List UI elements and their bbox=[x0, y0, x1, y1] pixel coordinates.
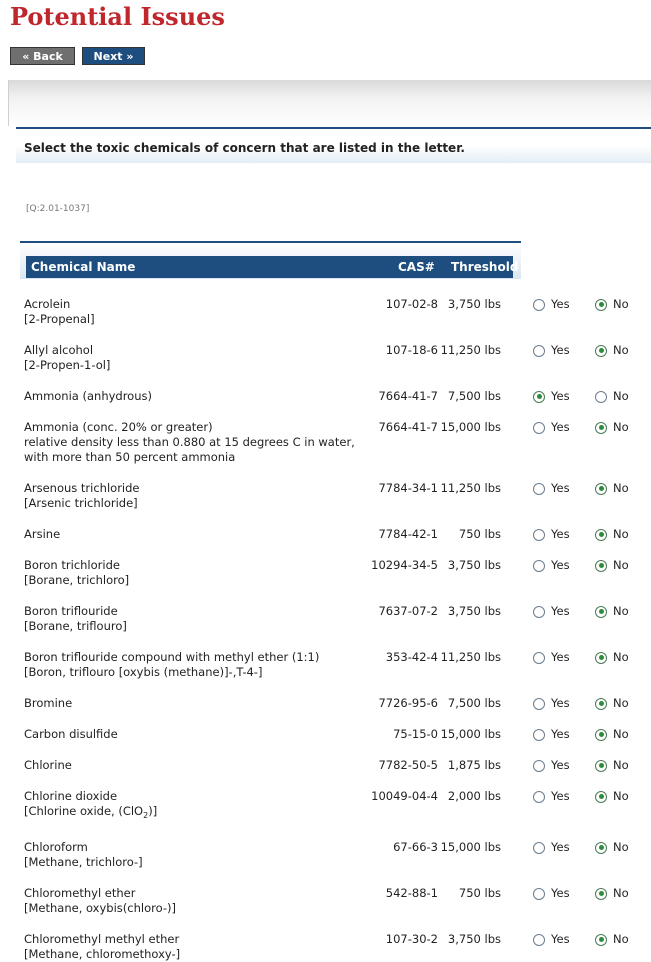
yes-label[interactable]: Yes bbox=[551, 840, 570, 854]
threshold: 3,750 lbs bbox=[447, 297, 501, 311]
yes-option[interactable] bbox=[533, 527, 570, 542]
threshold: 2,000 lbs bbox=[447, 789, 501, 803]
threshold: 750 lbs bbox=[458, 886, 501, 900]
chemical-synonym-text: [Chlorine oxide, (ClO bbox=[24, 804, 144, 818]
yes-label[interactable]: Yes bbox=[551, 696, 570, 710]
cas-number: 353-42-4 bbox=[385, 650, 438, 664]
no-label[interactable]: No bbox=[613, 604, 629, 618]
no-radio[interactable] bbox=[595, 888, 607, 900]
no-label[interactable]: No bbox=[613, 420, 629, 434]
chemical-name-text: Chloroform bbox=[24, 840, 88, 854]
column-header-cas: CAS# bbox=[398, 260, 435, 274]
back-button[interactable]: « Back bbox=[10, 47, 75, 65]
yes-radio[interactable] bbox=[533, 652, 545, 664]
no-label[interactable]: No bbox=[613, 297, 629, 311]
chemical-name-text: Chloromethyl methyl ether bbox=[24, 932, 180, 946]
chemical-name bbox=[24, 389, 369, 404]
chemical-name bbox=[24, 840, 369, 870]
cas-number: 107-02-8 bbox=[385, 297, 438, 311]
no-label[interactable]: No bbox=[613, 886, 629, 900]
no-label[interactable]: No bbox=[613, 789, 629, 803]
yes-radio[interactable] bbox=[533, 606, 545, 618]
page-title: Potential Issues bbox=[10, 2, 225, 31]
yes-radio[interactable] bbox=[533, 422, 545, 434]
yes-option[interactable] bbox=[533, 696, 570, 711]
chemical-name-text: Boron trichloride bbox=[24, 558, 120, 572]
no-radio[interactable] bbox=[595, 299, 607, 311]
chemical-name-text: Acrolein bbox=[24, 297, 71, 311]
yes-radio[interactable] bbox=[533, 934, 545, 946]
yes-label[interactable]: Yes bbox=[551, 604, 570, 618]
no-option[interactable] bbox=[595, 527, 629, 542]
no-label[interactable]: No bbox=[613, 758, 629, 772]
yes-option[interactable] bbox=[533, 886, 570, 901]
chemical-name-text: Ammonia (conc. 20% or greater) bbox=[24, 420, 213, 434]
yes-label[interactable]: Yes bbox=[551, 297, 570, 311]
chemical-name bbox=[24, 696, 369, 711]
yes-radio[interactable] bbox=[533, 299, 545, 311]
cas-number: 7784-34-1 bbox=[378, 481, 438, 495]
cas-number: 7664-41-7 bbox=[378, 389, 438, 403]
no-option[interactable] bbox=[595, 389, 629, 404]
yes-option[interactable] bbox=[533, 840, 570, 855]
yes-option[interactable] bbox=[533, 481, 570, 496]
yes-option[interactable] bbox=[533, 420, 570, 435]
no-radio[interactable] bbox=[595, 729, 607, 741]
no-label[interactable]: No bbox=[613, 650, 629, 664]
yes-label[interactable]: Yes bbox=[551, 727, 570, 741]
yes-radio[interactable] bbox=[533, 391, 545, 403]
no-radio[interactable] bbox=[595, 345, 607, 357]
yes-label[interactable]: Yes bbox=[551, 389, 570, 403]
yes-radio[interactable] bbox=[533, 842, 545, 854]
chemical-name bbox=[24, 886, 369, 916]
chemical-synonym: [Boron, triflouro [oxybis (methane)]-,T-4-] bbox=[24, 665, 263, 679]
chemical-synonym-subscript: 2 bbox=[143, 811, 149, 820]
cas-number: 10294-34-5 bbox=[371, 558, 438, 572]
next-button[interactable]: Next » bbox=[82, 47, 145, 65]
no-radio[interactable] bbox=[595, 560, 607, 572]
threshold: 1,875 lbs bbox=[447, 758, 501, 772]
chemical-name bbox=[24, 604, 369, 634]
chemical-synonym: [2-Propenal] bbox=[24, 312, 95, 326]
yes-option[interactable] bbox=[533, 650, 570, 665]
cas-number: 7637-07-2 bbox=[378, 604, 438, 618]
table-header bbox=[26, 256, 519, 278]
yes-option[interactable] bbox=[533, 389, 570, 404]
cas-number: 7782-50-5 bbox=[378, 758, 438, 772]
no-radio[interactable] bbox=[595, 529, 607, 541]
yes-label[interactable]: Yes bbox=[551, 650, 570, 664]
no-label[interactable]: No bbox=[613, 727, 629, 741]
cas-number: 107-18-6 bbox=[385, 343, 438, 357]
yes-radio[interactable] bbox=[533, 791, 545, 803]
chemical-name bbox=[24, 297, 369, 327]
threshold: 7,500 lbs bbox=[447, 389, 501, 403]
yes-option[interactable] bbox=[533, 558, 570, 573]
no-option[interactable] bbox=[595, 727, 629, 742]
chemical-name bbox=[24, 727, 369, 742]
chemical-name-text: Allyl alcohol bbox=[24, 343, 94, 357]
no-option[interactable] bbox=[595, 932, 629, 947]
chemical-synonym: [Arsenic trichloride] bbox=[24, 496, 138, 510]
chemical-name-text: Chlorine dioxide bbox=[24, 789, 118, 803]
no-radio[interactable] bbox=[595, 698, 607, 710]
no-label[interactable]: No bbox=[613, 840, 629, 854]
chemical-synonym: [Methane, trichloro-] bbox=[24, 855, 143, 869]
chemical-synonym: [Methane, chloromethoxy-] bbox=[24, 947, 181, 961]
no-option[interactable] bbox=[595, 604, 629, 619]
no-radio[interactable] bbox=[595, 422, 607, 434]
yes-label[interactable]: Yes bbox=[551, 343, 570, 357]
chemical-name-text: Chloromethyl ether bbox=[24, 886, 136, 900]
cas-number: 542-88-1 bbox=[385, 886, 438, 900]
no-radio[interactable] bbox=[595, 606, 607, 618]
chemical-name bbox=[24, 527, 369, 542]
no-label[interactable]: No bbox=[613, 389, 629, 403]
no-option[interactable] bbox=[595, 840, 629, 855]
threshold: 11,250 lbs bbox=[440, 650, 501, 664]
chemical-name bbox=[24, 932, 369, 962]
chemical-name bbox=[24, 758, 369, 773]
yes-label[interactable]: Yes bbox=[551, 558, 570, 572]
no-radio[interactable] bbox=[595, 791, 607, 803]
no-radio[interactable] bbox=[595, 842, 607, 854]
no-radio[interactable] bbox=[595, 934, 607, 946]
no-option[interactable] bbox=[595, 481, 629, 496]
yes-option[interactable] bbox=[533, 758, 570, 773]
yes-option[interactable] bbox=[533, 727, 570, 742]
question-id: [Q:2.01-1037] bbox=[26, 204, 90, 214]
threshold: 3,750 lbs bbox=[447, 558, 501, 572]
yes-label[interactable]: Yes bbox=[551, 420, 570, 434]
chemical-name-text: Boron triflouride bbox=[24, 604, 118, 618]
cas-number: 10049-04-4 bbox=[371, 789, 438, 803]
yes-label[interactable]: Yes bbox=[551, 481, 570, 495]
no-option[interactable] bbox=[595, 343, 629, 358]
chemical-name bbox=[24, 558, 369, 588]
cas-number: 67-66-3 bbox=[393, 840, 438, 854]
yes-radio[interactable] bbox=[533, 729, 545, 741]
chemical-synonym: [Borane, triflouro] bbox=[24, 619, 127, 633]
cas-number: 7784-42-1 bbox=[378, 527, 438, 541]
no-option[interactable] bbox=[595, 558, 629, 573]
yes-option[interactable] bbox=[533, 932, 570, 947]
no-option[interactable] bbox=[595, 886, 629, 901]
yes-option[interactable] bbox=[533, 604, 570, 619]
threshold: 750 lbs bbox=[458, 527, 501, 541]
threshold: 15,000 lbs bbox=[440, 840, 501, 854]
no-radio[interactable] bbox=[595, 652, 607, 664]
yes-radio[interactable] bbox=[533, 529, 545, 541]
yes-radio[interactable] bbox=[533, 483, 545, 495]
column-header-threshold: Threshold bbox=[451, 260, 519, 274]
chemical-synonym: [Borane, trichloro] bbox=[24, 573, 130, 587]
chemical-name-text: Carbon disulfide bbox=[24, 727, 118, 741]
threshold: 7,500 lbs bbox=[447, 696, 501, 710]
threshold: 3,750 lbs bbox=[447, 932, 501, 946]
cas-number: 75-15-0 bbox=[393, 727, 438, 741]
yes-label[interactable]: Yes bbox=[551, 527, 570, 541]
chemical-synonym: [2-Propen-1-ol] bbox=[24, 358, 111, 372]
no-label[interactable]: No bbox=[613, 696, 629, 710]
no-option[interactable] bbox=[595, 297, 629, 312]
chemical-name-text: Arsenous trichloride bbox=[24, 481, 140, 495]
chemical-name bbox=[24, 343, 369, 373]
no-radio[interactable] bbox=[595, 760, 607, 772]
yes-radio[interactable] bbox=[533, 760, 545, 772]
yes-option[interactable] bbox=[533, 297, 570, 312]
chemical-name bbox=[24, 650, 369, 680]
chemical-name-text: Bromine bbox=[24, 696, 73, 710]
yes-radio[interactable] bbox=[533, 888, 545, 900]
no-option[interactable] bbox=[595, 420, 629, 435]
no-option[interactable] bbox=[595, 758, 629, 773]
chemical-name-text: Arsine bbox=[24, 527, 61, 541]
cas-number: 7664-41-7 bbox=[378, 420, 438, 434]
threshold: 11,250 lbs bbox=[440, 481, 501, 495]
question-text: Select the toxic chemicals of concern that are listed in the letter. bbox=[24, 141, 465, 155]
no-radio[interactable] bbox=[595, 391, 607, 403]
no-label[interactable]: No bbox=[613, 527, 629, 541]
chemical-name bbox=[24, 481, 369, 511]
chemical-synonym-text: )] bbox=[148, 804, 158, 818]
chemical-name-text: Ammonia (anhydrous) bbox=[24, 389, 152, 403]
yes-radio[interactable] bbox=[533, 698, 545, 710]
question-box bbox=[16, 127, 651, 163]
threshold: 15,000 lbs bbox=[440, 727, 501, 741]
chemical-synonym: relative density less than 0.880 at 15 degrees C in water, with more than 50 percent ammonia bbox=[24, 435, 355, 464]
chemical-synonym bbox=[24, 804, 369, 819]
yes-option[interactable] bbox=[533, 789, 570, 804]
no-radio[interactable] bbox=[595, 483, 607, 495]
chemical-name bbox=[24, 789, 369, 819]
header-band bbox=[8, 80, 651, 126]
chemical-synonym: [Methane, oxybis(chloro-)] bbox=[24, 901, 176, 915]
cas-number: 107-30-2 bbox=[385, 932, 438, 946]
yes-option[interactable] bbox=[533, 343, 570, 358]
no-label[interactable]: No bbox=[613, 932, 629, 946]
table-header-wrap bbox=[20, 241, 521, 279]
no-option[interactable] bbox=[595, 789, 629, 804]
no-label[interactable]: No bbox=[613, 481, 629, 495]
threshold: 3,750 lbs bbox=[447, 604, 501, 618]
threshold: 11,250 lbs bbox=[440, 343, 501, 357]
yes-label[interactable]: Yes bbox=[551, 789, 570, 803]
yes-label[interactable]: Yes bbox=[551, 886, 570, 900]
chemical-name-text: Chlorine bbox=[24, 758, 72, 772]
yes-radio[interactable] bbox=[533, 345, 545, 357]
chemical-name-text: Boron triflouride compound with methyl ether (1:1) bbox=[24, 650, 320, 664]
yes-label[interactable]: Yes bbox=[551, 758, 570, 772]
chemical-name bbox=[24, 420, 369, 465]
no-option[interactable] bbox=[595, 696, 629, 711]
cas-number: 7726-95-6 bbox=[378, 696, 438, 710]
yes-label[interactable]: Yes bbox=[551, 932, 570, 946]
column-header-chemical-name: Chemical Name bbox=[31, 260, 136, 274]
no-label[interactable]: No bbox=[613, 343, 629, 357]
threshold: 15,000 lbs bbox=[440, 420, 501, 434]
no-label[interactable]: No bbox=[613, 558, 629, 572]
yes-radio[interactable] bbox=[533, 560, 545, 572]
no-option[interactable] bbox=[595, 650, 629, 665]
